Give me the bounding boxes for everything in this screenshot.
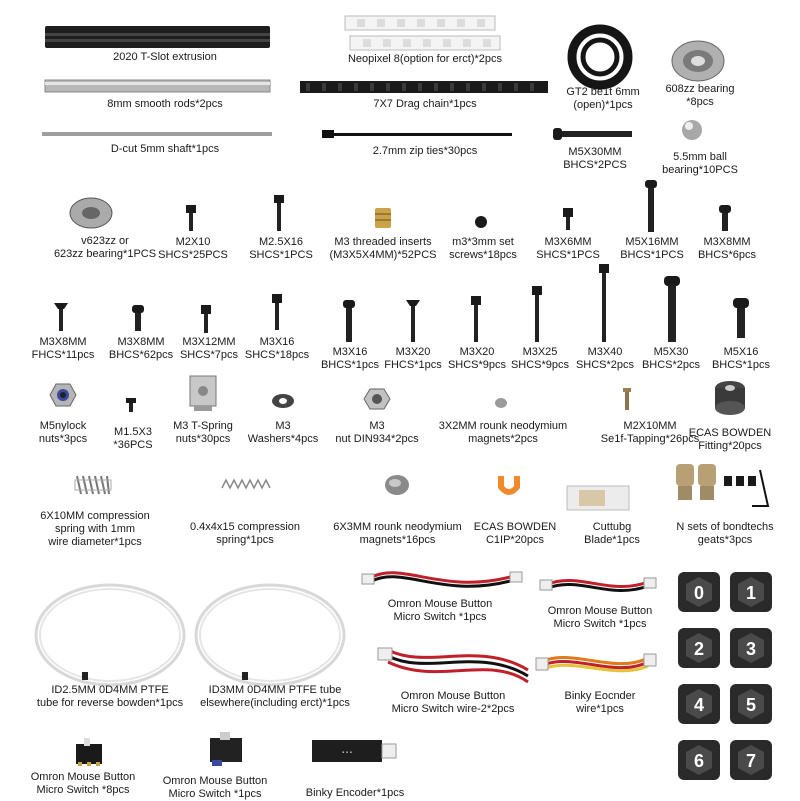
nylock-nut-label: M5nylock nuts*3pcs xyxy=(38,420,88,445)
cutting-blade-image xyxy=(567,484,631,512)
svg-text:1: 1 xyxy=(745,583,757,603)
m3x12-screw-image xyxy=(200,305,212,333)
neopixel-strip-image xyxy=(345,14,505,54)
cutting-blade-label: Cuttubg Blade*1pcs xyxy=(584,521,640,546)
m3x8-bhcs6-screw-image xyxy=(719,205,731,231)
m3x8-bhcs62-screw-image xyxy=(132,305,144,331)
m5x30-bhcs-screw-image xyxy=(553,128,633,140)
m5x16mm-screw-image xyxy=(645,180,657,232)
svg-text:3: 3 xyxy=(745,639,757,659)
ball-bearing-image xyxy=(680,118,704,142)
switch-cable-1-label: Omron Mouse Button Micro Switch *1pcs xyxy=(387,598,493,623)
m3x20-shcs-label: M3X20 SHCS*9pcs xyxy=(447,346,507,371)
ecas-clip-label: ECAS BOWDEN C1IP*20pcs xyxy=(473,521,557,546)
number-tag xyxy=(728,626,774,670)
bondtech-gears-label: N sets of bondtechs geats*3pcs xyxy=(676,521,774,546)
m5x30-screw-image xyxy=(664,276,680,342)
m3x8-fhcs-label: M3X8MM FHCS*11pcs xyxy=(31,336,95,361)
m3x8-bhcs62-label: M3X8MM BHCS*62pcs xyxy=(108,336,174,361)
m3x12-label: M3X12MM SHCS*7pcs xyxy=(179,336,239,361)
drag-chain-label: 7X7 Drag chain*1pcs xyxy=(373,98,477,110)
m2x10-label: M2X10 SHCS*25PCS xyxy=(158,236,228,261)
number-tag xyxy=(676,738,722,782)
zip-tie-label: 2.7mm zip ties*30pcs xyxy=(372,145,478,157)
switch-wire-2-label: Omron Mouse Button Micro Switch wire-2*2pcs xyxy=(391,690,515,715)
number-tags xyxy=(676,570,776,790)
ptfe-tube-25-label: ID2.5MM 0D4MM PTFE tube for reverse bowden*1pcs xyxy=(36,684,184,709)
m15x3-screw-image xyxy=(126,398,136,412)
svg-text:2: 2 xyxy=(693,639,705,659)
m5x30-bhcs-label: M5X30MM BHCS*2PCS xyxy=(563,146,627,171)
magnet-6x3-image xyxy=(384,474,410,496)
m3x16-bhcs-label: M3X16 BHCS*1pcs xyxy=(320,346,380,371)
m25x16-screw-image xyxy=(273,195,285,231)
zip-tie-image xyxy=(322,128,512,140)
threaded-insert-label: M3 threaded inserts (M3X5X4MM)*52PCS xyxy=(329,236,437,261)
micro-switch-1c-label: Omron Mouse Button Micro Switch *1pcs xyxy=(162,775,268,800)
m3x16-shcs-label: M3X16 SHCS*18pcs xyxy=(244,336,310,361)
number-tag xyxy=(676,682,722,726)
m3x6-label: M3X6MM SHCS*1PCS xyxy=(536,236,600,261)
hex-nut-image xyxy=(364,388,390,410)
set-screw-label: m3*3mm set screws*18pcs xyxy=(449,236,517,261)
m3x8-fhcs-screw-image xyxy=(54,303,68,331)
drag-chain-image xyxy=(300,78,548,96)
washer-image xyxy=(271,393,295,409)
spring-04-label: 0.4x4x15 compression spring*1pcs xyxy=(189,521,301,546)
v623-bearing-image xyxy=(68,195,114,231)
m3x25-screw-image xyxy=(531,286,543,342)
m3x25-label: M3X25 SHCS*9pcs xyxy=(510,346,570,371)
gt2-belt-label: GT2 be1t 6mm (open)*1pcs xyxy=(566,86,640,111)
micro-switch-8-label: Omron Mouse Button Micro Switch *8pcs xyxy=(30,771,136,796)
spring-04-image xyxy=(222,478,270,490)
m5x16-label: M5X16 BHCS*1pcs xyxy=(711,346,771,371)
threaded-insert-image xyxy=(375,208,391,228)
magnet-3x2-image xyxy=(495,398,507,408)
tslot-extrusion-label: 2020 T-Slot extrusion xyxy=(113,51,217,63)
m3x16-shcs-screw-image xyxy=(271,294,283,330)
ecas-fitting-image xyxy=(713,380,747,416)
m3x16-bhcs-screw-image xyxy=(343,300,355,342)
tslot-extrusion-image xyxy=(45,24,270,50)
ecas-clip-image xyxy=(496,472,522,498)
m15x3-label: M1.5X3 *36PCS xyxy=(113,426,153,451)
switch-cable-1-image xyxy=(362,560,522,596)
spring-6x10-image xyxy=(75,474,111,496)
dcut-shaft-image xyxy=(42,130,272,138)
ptfe-tube-25-image xyxy=(30,580,190,690)
nylock-nut-image xyxy=(50,383,76,407)
ptfe-tube-3-image xyxy=(190,580,350,690)
binky-encoder-label: Binky Encoder*1pcs xyxy=(305,787,405,799)
m5x30-label: M5X30 BHCS*2pcs xyxy=(641,346,701,371)
number-tag xyxy=(676,570,722,614)
switch-cable-1b-label: Omron Mouse Button Micro Switch *1pcs xyxy=(547,605,653,630)
hex-nut-label: M3 nut DIN934*2pcs xyxy=(335,420,419,445)
bondtech-gears-image xyxy=(672,462,772,510)
washer-label: M3 Washers*4pcs xyxy=(247,420,319,445)
m3x40-label: M3X40 SHCS*2pcs xyxy=(575,346,635,371)
magnet-3x2-label: 3X2MM rounk neodymium magnets*2pcs xyxy=(438,420,568,445)
smooth-rods-image xyxy=(45,78,270,94)
magnet-6x3-label: 6X3MM rounk neodymium magnets*16pcs xyxy=(333,521,462,546)
t-spring-nut-image xyxy=(188,372,218,412)
self-tapping-label: M2X10MM Se1f-Tapping*26pcs xyxy=(600,420,700,445)
svg-text:▪ ▪ ▪: ▪ ▪ ▪ xyxy=(342,750,352,756)
bearing-608-image xyxy=(670,38,726,84)
svg-text:7: 7 xyxy=(745,751,757,771)
m5x16-screw-image xyxy=(733,298,749,338)
smooth-rods-label: 8mm smooth rods*2pcs xyxy=(107,98,223,110)
svg-text:6: 6 xyxy=(693,751,705,771)
number-tag xyxy=(676,626,722,670)
switch-wire-2-image xyxy=(378,640,538,688)
encoder-wire-label: Binky Eocnder wire*1pcs xyxy=(564,690,636,715)
ecas-fitting-label: ECAS BOWDEN Fitting*20pcs xyxy=(688,427,772,452)
encoder-wire-image xyxy=(536,648,656,678)
neopixel-label: Neopixel 8(option for erct)*2pcs xyxy=(347,53,503,65)
t-spring-nut-label: M3 T-Spring nuts*30pcs xyxy=(173,420,233,445)
number-tag xyxy=(728,738,774,782)
svg-text:4: 4 xyxy=(693,695,705,715)
spring-6x10-label: 6X10MM compression spring with 1mm wire diameter*1pcs xyxy=(40,510,150,548)
number-tag xyxy=(728,570,774,614)
self-tapping-screw-image xyxy=(623,388,631,410)
m3x6-screw-image xyxy=(562,208,574,230)
bearing-608-label: 608zz bearing *8pcs xyxy=(665,83,735,108)
svg-text:5: 5 xyxy=(745,695,757,715)
binky-encoder-image xyxy=(312,738,396,766)
dcut-shaft-label: D-cut 5mm shaft*1pcs xyxy=(110,143,220,155)
ptfe-tube-3-label: ID3MM 0D4MM PTFE tube elsewhere(including erct)*1pcs xyxy=(200,684,350,709)
m3x40-screw-image xyxy=(598,264,610,342)
number-tag xyxy=(728,682,774,726)
m5x16mm-label: M5X16MM BHCS*1PCS xyxy=(620,236,684,261)
m25x16-label: M2.5X16 SHCS*1PCS xyxy=(249,236,313,261)
gt2-belt-image xyxy=(565,22,635,92)
v623-bearing-label: v623zz or 623zz bearing*1PCS xyxy=(53,235,157,260)
switch-cable-1b-image xyxy=(540,570,656,598)
micro-switch-8-image xyxy=(72,736,106,766)
ball-bearing-label: 5.5mm ball bearing*10PCS xyxy=(662,151,738,176)
m3x20-fhcs-screw-image xyxy=(406,300,420,342)
set-screw-image xyxy=(475,216,487,228)
m3x8-bhcs6-label: M3X8MM BHCS*6pcs xyxy=(697,236,757,261)
micro-switch-1c-image xyxy=(206,728,246,768)
svg-text:0: 0 xyxy=(693,583,705,603)
m2x10-screw-image xyxy=(185,205,197,231)
m3x20-shcs-screw-image xyxy=(470,296,482,342)
m3x20-fhcs-label: M3X20 FHCS*1pcs xyxy=(384,346,442,371)
